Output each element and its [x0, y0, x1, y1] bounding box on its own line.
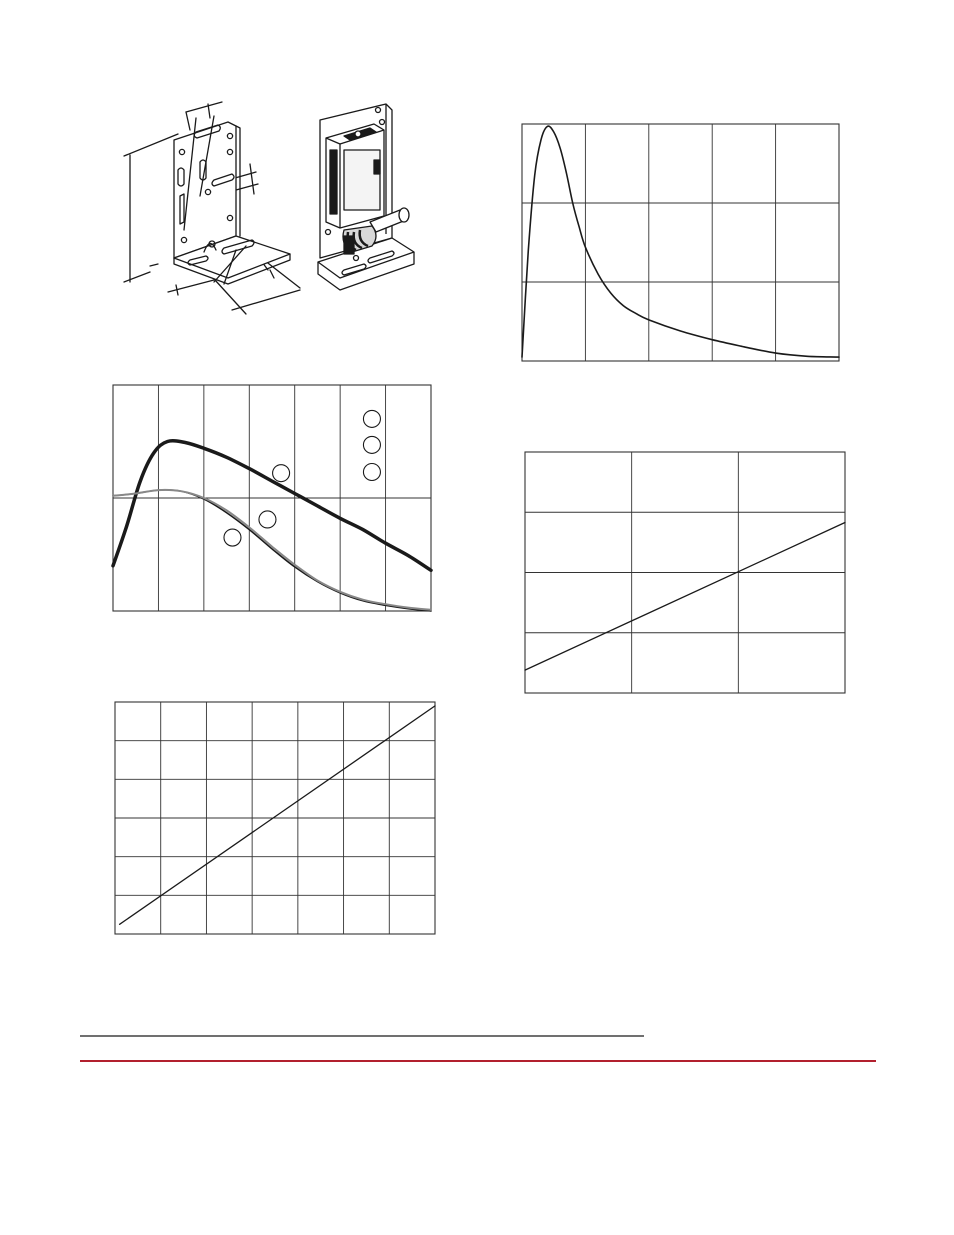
callout-marker-3: [363, 464, 380, 481]
series-line-1: [120, 706, 435, 924]
peak-curve-chart: [522, 124, 839, 361]
series-line-1: [525, 523, 845, 671]
mounting-bracket-icon: [124, 102, 300, 314]
callout-marker-4: [273, 465, 290, 482]
linear-chart-left: [115, 702, 435, 934]
callout-marker-1: [363, 410, 380, 427]
plot-frame: [522, 124, 839, 361]
series-line-1: [113, 441, 431, 571]
linear-chart-right: [525, 452, 845, 693]
series-line-2: [113, 490, 431, 611]
series-line-3: [113, 490, 431, 610]
series-line-1: [522, 126, 839, 357]
callout-marker-2: [363, 436, 380, 453]
sensor-on-bracket-icon: [318, 104, 414, 290]
callout-marker-5: [259, 511, 276, 528]
excess-gain-chart: [113, 385, 431, 611]
callout-marker-6: [224, 529, 241, 546]
